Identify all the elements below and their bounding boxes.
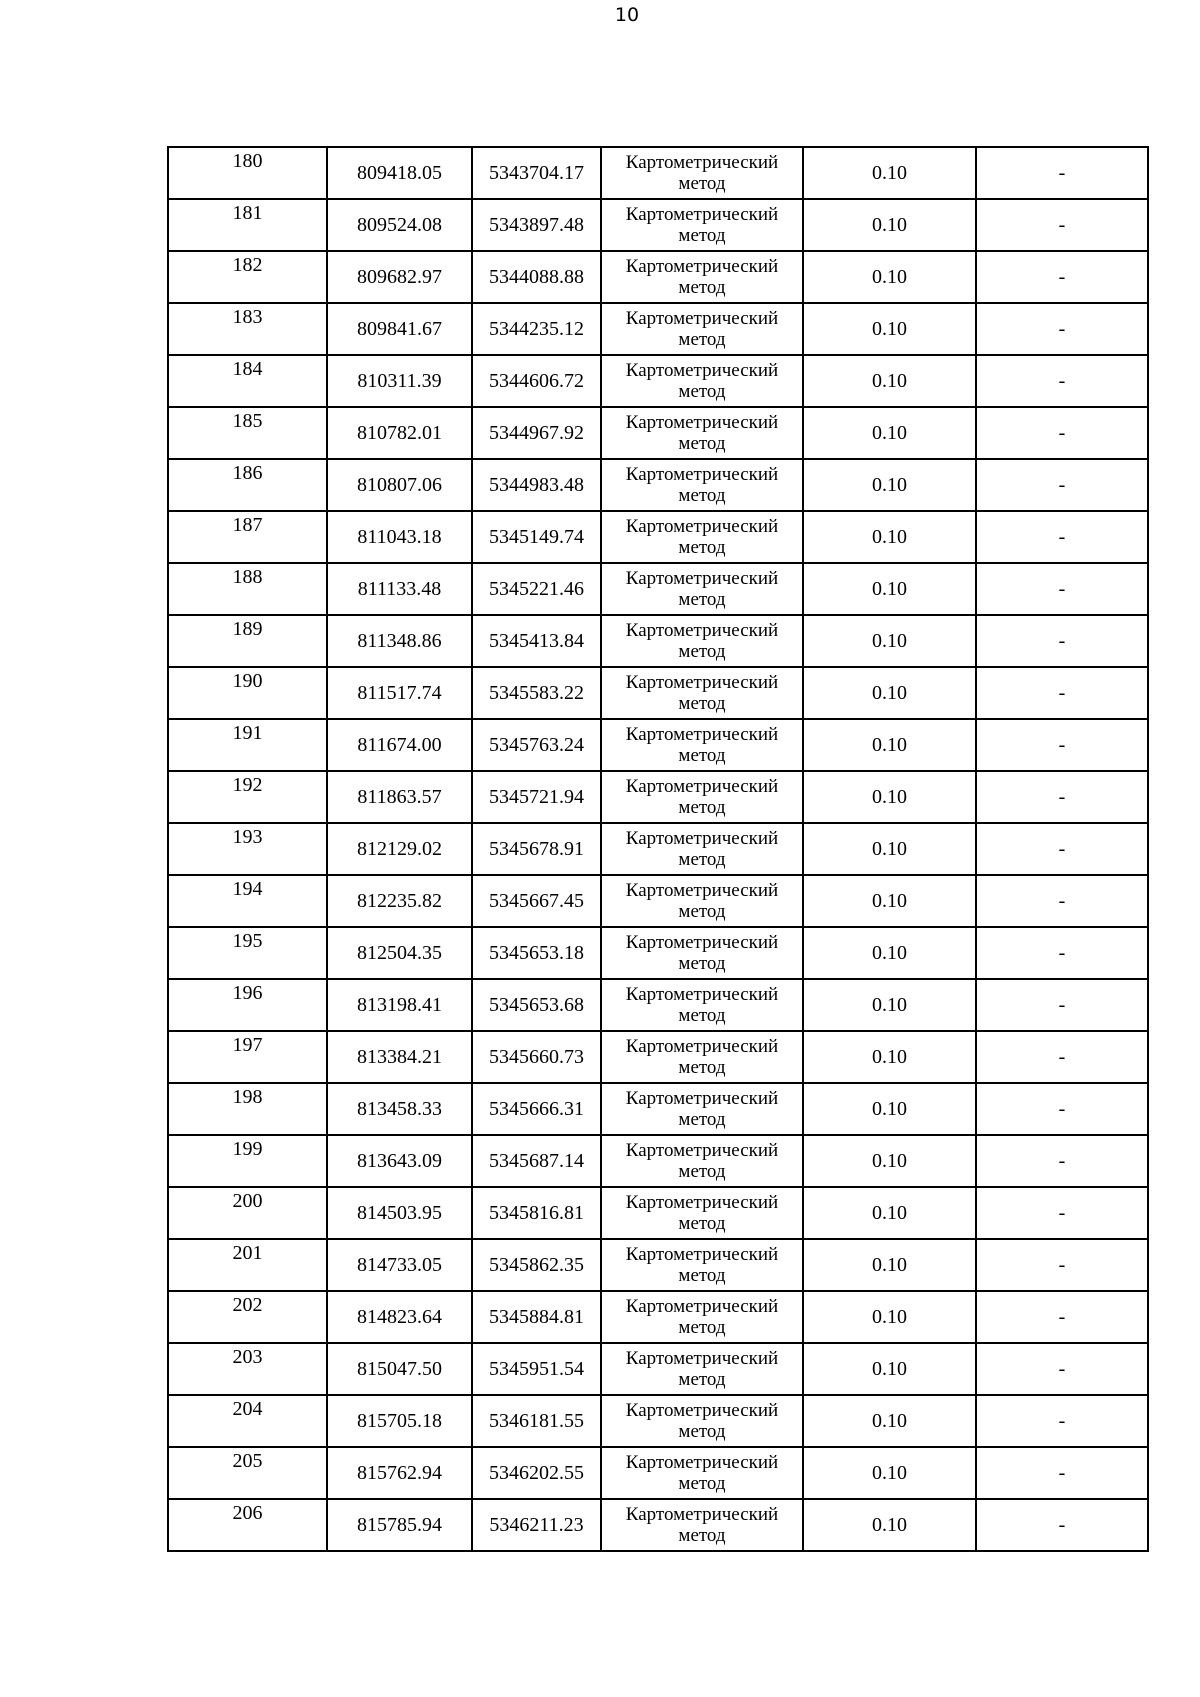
accuracy-cell: 0.10 (803, 355, 976, 407)
method-line-1: Картометрический (625, 880, 779, 901)
accuracy-cell: 0.10 (803, 1499, 976, 1551)
table-row (168, 511, 1148, 563)
note-cell: - (976, 823, 1148, 875)
table-row (168, 823, 1148, 875)
note-cell: - (976, 927, 1148, 979)
x-coordinate-cell: 809524.08 (327, 199, 472, 251)
x-coordinate-cell: 811133.48 (327, 563, 472, 615)
point-number-cell: 187 (168, 511, 327, 563)
note-cell: - (976, 459, 1148, 511)
point-number-cell: 205 (168, 1447, 327, 1499)
point-number-cell: 202 (168, 1291, 327, 1343)
accuracy-cell: 0.10 (803, 251, 976, 303)
note-cell: - (976, 615, 1148, 667)
table-row (168, 563, 1148, 615)
y-coordinate-cell: 5345583.22 (472, 667, 601, 719)
table-row (168, 1187, 1148, 1239)
table-row (168, 147, 1148, 199)
x-coordinate-cell: 815785.94 (327, 1499, 472, 1551)
accuracy-cell: 0.10 (803, 303, 976, 355)
note-cell: - (976, 719, 1148, 771)
method-line-2: метод (678, 745, 726, 766)
accuracy-cell: 0.10 (803, 511, 976, 563)
y-coordinate-cell: 5344606.72 (472, 355, 601, 407)
x-coordinate-cell: 812235.82 (327, 875, 472, 927)
method-line-1: Картометрический (625, 1504, 779, 1525)
x-coordinate-cell: 809682.97 (327, 251, 472, 303)
method-line-2: метод (678, 1161, 726, 1182)
x-coordinate-cell: 813198.41 (327, 979, 472, 1031)
accuracy-cell: 0.10 (803, 1083, 976, 1135)
y-coordinate-cell: 5345884.81 (472, 1291, 601, 1343)
table-row (168, 927, 1148, 979)
y-coordinate-cell: 5345653.68 (472, 979, 601, 1031)
point-number-cell: 195 (168, 927, 327, 979)
method-cell (601, 459, 803, 511)
point-number-cell: 186 (168, 459, 327, 511)
method-cell (601, 303, 803, 355)
method-line-1: Картометрический (625, 360, 779, 381)
note-cell: - (976, 979, 1148, 1031)
method-line-2: метод (678, 225, 726, 246)
method-line-1: Картометрический (625, 568, 779, 589)
table-row (168, 355, 1148, 407)
y-coordinate-cell: 5345678.91 (472, 823, 601, 875)
method-line-1: Картометрический (625, 152, 779, 173)
note-cell: - (976, 1395, 1148, 1447)
point-number-cell: 191 (168, 719, 327, 771)
y-coordinate-cell: 5345666.31 (472, 1083, 601, 1135)
page-number: 10 (614, 4, 640, 26)
method-line-1: Картометрический (625, 464, 779, 485)
method-line-1: Картометрический (625, 308, 779, 329)
method-cell (601, 511, 803, 563)
method-line-2: метод (678, 849, 726, 870)
method-line-2: метод (678, 1109, 726, 1130)
note-cell: - (976, 1187, 1148, 1239)
x-coordinate-cell: 811863.57 (327, 771, 472, 823)
table-row (168, 719, 1148, 771)
x-coordinate-cell: 815047.50 (327, 1343, 472, 1395)
accuracy-cell: 0.10 (803, 1395, 976, 1447)
method-line-1: Картометрический (625, 516, 779, 537)
method-line-1: Картометрический (625, 1036, 779, 1057)
table-row (168, 1343, 1148, 1395)
note-cell: - (976, 1499, 1148, 1551)
y-coordinate-cell: 5345687.14 (472, 1135, 601, 1187)
note-cell: - (976, 407, 1148, 459)
table-row (168, 459, 1148, 511)
note-cell: - (976, 303, 1148, 355)
accuracy-cell: 0.10 (803, 1447, 976, 1499)
method-cell (601, 1343, 803, 1395)
method-line-1: Картометрический (625, 1244, 779, 1265)
method-line-2: метод (678, 1473, 726, 1494)
point-number-cell: 204 (168, 1395, 327, 1447)
method-cell (601, 1031, 803, 1083)
accuracy-cell: 0.10 (803, 147, 976, 199)
point-number-cell: 183 (168, 303, 327, 355)
table-row (168, 1083, 1148, 1135)
table-row (168, 1447, 1148, 1499)
note-cell: - (976, 251, 1148, 303)
note-cell: - (976, 147, 1148, 199)
method-line-1: Картометрический (625, 776, 779, 797)
method-line-2: метод (678, 797, 726, 818)
method-line-2: метод (678, 693, 726, 714)
note-cell: - (976, 511, 1148, 563)
y-coordinate-cell: 5345667.45 (472, 875, 601, 927)
method-line-1: Картометрический (625, 672, 779, 693)
x-coordinate-cell: 813384.21 (327, 1031, 472, 1083)
table-row (168, 875, 1148, 927)
note-cell: - (976, 1239, 1148, 1291)
y-coordinate-cell: 5345763.24 (472, 719, 601, 771)
table-row (168, 1499, 1148, 1551)
x-coordinate-cell: 812129.02 (327, 823, 472, 875)
note-cell: - (976, 355, 1148, 407)
point-number-cell: 194 (168, 875, 327, 927)
method-cell (601, 927, 803, 979)
note-cell: - (976, 771, 1148, 823)
method-cell (601, 563, 803, 615)
method-line-2: метод (678, 1265, 726, 1286)
method-line-1: Картометрический (625, 1400, 779, 1421)
method-cell (601, 407, 803, 459)
x-coordinate-cell: 811348.86 (327, 615, 472, 667)
point-number-cell: 206 (168, 1499, 327, 1551)
y-coordinate-cell: 5344983.48 (472, 459, 601, 511)
method-line-1: Картометрический (625, 1192, 779, 1213)
y-coordinate-cell: 5344088.88 (472, 251, 601, 303)
accuracy-cell: 0.10 (803, 1343, 976, 1395)
method-line-2: метод (678, 1213, 726, 1234)
table-row (168, 667, 1148, 719)
point-number-cell: 180 (168, 147, 327, 199)
x-coordinate-cell: 813458.33 (327, 1083, 472, 1135)
method-line-1: Картометрический (625, 1088, 779, 1109)
accuracy-cell: 0.10 (803, 1135, 976, 1187)
method-line-2: метод (678, 901, 726, 922)
method-line-1: Картометрический (625, 932, 779, 953)
method-line-2: метод (678, 589, 726, 610)
point-number-cell: 199 (168, 1135, 327, 1187)
x-coordinate-cell: 811517.74 (327, 667, 472, 719)
y-coordinate-cell: 5344967.92 (472, 407, 601, 459)
y-coordinate-cell: 5345862.35 (472, 1239, 601, 1291)
point-number-cell: 189 (168, 615, 327, 667)
method-line-1: Картометрический (625, 984, 779, 1005)
method-line-2: метод (678, 381, 726, 402)
y-coordinate-cell: 5345413.84 (472, 615, 601, 667)
x-coordinate-cell: 812504.35 (327, 927, 472, 979)
y-coordinate-cell: 5344235.12 (472, 303, 601, 355)
method-line-2: метод (678, 1421, 726, 1442)
method-cell (601, 771, 803, 823)
note-cell: - (976, 875, 1148, 927)
method-line-2: метод (678, 1525, 726, 1546)
note-cell: - (976, 1031, 1148, 1083)
note-cell: - (976, 1291, 1148, 1343)
accuracy-cell: 0.10 (803, 407, 976, 459)
x-coordinate-cell: 810782.01 (327, 407, 472, 459)
accuracy-cell: 0.10 (803, 979, 976, 1031)
y-coordinate-cell: 5345951.54 (472, 1343, 601, 1395)
method-line-1: Картометрический (625, 412, 779, 433)
x-coordinate-cell: 810807.06 (327, 459, 472, 511)
method-line-1: Картометрический (625, 620, 779, 641)
accuracy-cell: 0.10 (803, 615, 976, 667)
method-line-2: метод (678, 485, 726, 506)
x-coordinate-cell: 810311.39 (327, 355, 472, 407)
method-line-2: метод (678, 1005, 726, 1026)
method-cell (601, 355, 803, 407)
table-row (168, 979, 1148, 1031)
accuracy-cell: 0.10 (803, 927, 976, 979)
accuracy-cell: 0.10 (803, 1291, 976, 1343)
method-line-2: метод (678, 1369, 726, 1390)
method-line-1: Картометрический (625, 1140, 779, 1161)
y-coordinate-cell: 5346181.55 (472, 1395, 601, 1447)
x-coordinate-cell: 811043.18 (327, 511, 472, 563)
method-cell (601, 875, 803, 927)
method-line-2: метод (678, 1057, 726, 1078)
y-coordinate-cell: 5343704.17 (472, 147, 601, 199)
point-number-cell: 203 (168, 1343, 327, 1395)
y-coordinate-cell: 5345149.74 (472, 511, 601, 563)
method-cell (601, 1291, 803, 1343)
point-number-cell: 201 (168, 1239, 327, 1291)
y-coordinate-cell: 5346202.55 (472, 1447, 601, 1499)
point-number-cell: 196 (168, 979, 327, 1031)
note-cell: - (976, 1343, 1148, 1395)
accuracy-cell: 0.10 (803, 719, 976, 771)
method-line-1: Картометрический (625, 724, 779, 745)
point-number-cell: 193 (168, 823, 327, 875)
point-number-cell: 200 (168, 1187, 327, 1239)
method-line-2: метод (678, 433, 726, 454)
note-cell: - (976, 1083, 1148, 1135)
method-line-2: метод (678, 537, 726, 558)
accuracy-cell: 0.10 (803, 1239, 976, 1291)
method-cell (601, 199, 803, 251)
table-row (168, 199, 1148, 251)
method-cell (601, 1447, 803, 1499)
accuracy-cell: 0.10 (803, 1031, 976, 1083)
note-cell: - (976, 1447, 1148, 1499)
point-number-cell: 188 (168, 563, 327, 615)
method-line-2: метод (678, 1317, 726, 1338)
method-cell (601, 823, 803, 875)
note-cell: - (976, 1135, 1148, 1187)
note-cell: - (976, 199, 1148, 251)
method-line-2: метод (678, 953, 726, 974)
table-row (168, 1031, 1148, 1083)
accuracy-cell: 0.10 (803, 199, 976, 251)
method-cell (601, 1499, 803, 1551)
table-row (168, 615, 1148, 667)
method-line-1: Картометрический (625, 204, 779, 225)
point-number-cell: 197 (168, 1031, 327, 1083)
point-number-cell: 185 (168, 407, 327, 459)
coordinates-table-body (168, 147, 1148, 1551)
method-cell (601, 979, 803, 1031)
accuracy-cell: 0.10 (803, 771, 976, 823)
x-coordinate-cell: 811674.00 (327, 719, 472, 771)
y-coordinate-cell: 5346211.23 (472, 1499, 601, 1551)
table-row (168, 1135, 1148, 1187)
point-number-cell: 181 (168, 199, 327, 251)
method-line-2: метод (678, 641, 726, 662)
y-coordinate-cell: 5345721.94 (472, 771, 601, 823)
method-cell (601, 1083, 803, 1135)
table-row (168, 407, 1148, 459)
table-row (168, 251, 1148, 303)
accuracy-cell: 0.10 (803, 667, 976, 719)
table-row (168, 771, 1148, 823)
accuracy-cell: 0.10 (803, 563, 976, 615)
method-cell (601, 667, 803, 719)
note-cell: - (976, 667, 1148, 719)
x-coordinate-cell: 813643.09 (327, 1135, 472, 1187)
method-line-2: метод (678, 329, 726, 350)
table-row (168, 1395, 1148, 1447)
accuracy-cell: 0.10 (803, 875, 976, 927)
method-cell (601, 147, 803, 199)
method-line-1: Картометрический (625, 1348, 779, 1369)
y-coordinate-cell: 5345660.73 (472, 1031, 601, 1083)
point-number-cell: 190 (168, 667, 327, 719)
note-cell: - (976, 563, 1148, 615)
table-row (168, 1239, 1148, 1291)
y-coordinate-cell: 5345816.81 (472, 1187, 601, 1239)
y-coordinate-cell: 5345221.46 (472, 563, 601, 615)
accuracy-cell: 0.10 (803, 1187, 976, 1239)
y-coordinate-cell: 5345653.18 (472, 927, 601, 979)
method-cell (601, 251, 803, 303)
method-line-1: Картометрический (625, 1452, 779, 1473)
method-cell (601, 615, 803, 667)
accuracy-cell: 0.10 (803, 459, 976, 511)
method-cell (601, 1395, 803, 1447)
method-cell (601, 719, 803, 771)
coordinates-table (167, 146, 1149, 1552)
y-coordinate-cell: 5343897.48 (472, 199, 601, 251)
method-cell (601, 1135, 803, 1187)
x-coordinate-cell: 815762.94 (327, 1447, 472, 1499)
point-number-cell: 192 (168, 771, 327, 823)
x-coordinate-cell: 809841.67 (327, 303, 472, 355)
point-number-cell: 182 (168, 251, 327, 303)
table-row (168, 1291, 1148, 1343)
accuracy-cell: 0.10 (803, 823, 976, 875)
method-line-1: Картометрический (625, 1296, 779, 1317)
table-row (168, 303, 1148, 355)
method-line-2: метод (678, 173, 726, 194)
x-coordinate-cell: 814733.05 (327, 1239, 472, 1291)
method-cell (601, 1239, 803, 1291)
x-coordinate-cell: 815705.18 (327, 1395, 472, 1447)
point-number-cell: 184 (168, 355, 327, 407)
method-line-1: Картометрический (625, 256, 779, 277)
x-coordinate-cell: 814823.64 (327, 1291, 472, 1343)
method-cell (601, 1187, 803, 1239)
x-coordinate-cell: 814503.95 (327, 1187, 472, 1239)
method-line-1: Картометрический (625, 828, 779, 849)
point-number-cell: 198 (168, 1083, 327, 1135)
x-coordinate-cell: 809418.05 (327, 147, 472, 199)
method-line-2: метод (678, 277, 726, 298)
